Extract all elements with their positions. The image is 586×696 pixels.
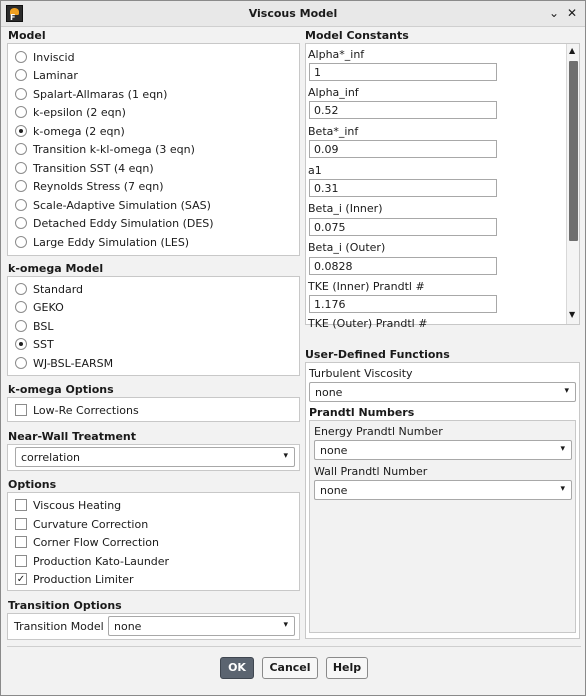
radio-wj-bsl-earsm[interactable]: WJ-BSL-EARSM	[15, 355, 113, 371]
model-panel	[7, 43, 300, 256]
radio-indicator	[15, 69, 27, 81]
cancel-button[interactable]: Cancel	[262, 657, 318, 679]
scroll-up-icon[interactable]: ▲	[569, 46, 576, 55]
chevron-down-icon: ▾	[564, 386, 569, 396]
chevron-down-icon: ▾	[560, 484, 565, 494]
radio-indicator	[15, 320, 27, 332]
model-constants-group-title: Model Constants	[305, 29, 409, 42]
checkbox-box	[15, 499, 27, 511]
tke-inner-prandtl-input[interactable]: 1.176	[309, 295, 497, 313]
turbulent-viscosity-select[interactable]: none ▾	[309, 382, 576, 402]
radio-geko[interactable]: GEKO	[15, 299, 64, 315]
constant-label: Alpha*_inf	[308, 48, 365, 61]
radio-spalart-allmaras[interactable]: Spalart-Allmaras (1 eqn)	[15, 86, 167, 102]
radio-indicator	[15, 180, 27, 192]
window-title: Viscous Model	[248, 7, 338, 20]
minimize-button[interactable]	[546, 5, 562, 21]
scrollbar-thumb[interactable]	[569, 61, 578, 241]
radio-indicator	[15, 143, 27, 155]
check-icon: ✓	[16, 574, 26, 585]
production-kato-launder-checkbox[interactable]: Production Kato-Launder	[15, 553, 169, 569]
radio-standard[interactable]: Standard	[15, 281, 83, 297]
title-bar	[1, 1, 585, 27]
radio-indicator-selected	[15, 125, 27, 137]
turbulent-viscosity-label: Turbulent Viscosity	[309, 367, 413, 380]
energy-prandtl-select[interactable]: none ▾	[314, 440, 572, 460]
close-icon: ✕	[566, 6, 578, 20]
near-wall-select[interactable]: correlation ▾	[15, 447, 295, 467]
transition-options-panel	[7, 613, 300, 640]
radio-reynolds-stress[interactable]: Reynolds Stress (7 eqn)	[15, 178, 164, 194]
constant-label: Beta_i (Inner)	[308, 202, 383, 215]
radio-des[interactable]: Detached Eddy Simulation (DES)	[15, 215, 214, 231]
radio-les[interactable]: Large Eddy Simulation (LES)	[15, 234, 189, 250]
checkbox-box	[15, 555, 27, 567]
chevron-down-icon: ⌄	[548, 6, 560, 20]
alpha-star-inf-input[interactable]: 1	[309, 63, 497, 81]
beta-i-inner-input[interactable]: 0.075	[309, 218, 497, 236]
button-divider	[7, 646, 581, 647]
constant-label-cutoff: TKE (Outer) Prandtl #	[308, 317, 428, 330]
komega-model-panel	[7, 276, 300, 376]
constant-label: a1	[308, 164, 322, 177]
transition-model-select[interactable]: none ▾	[108, 616, 295, 636]
scroll-down-icon[interactable]: ▼	[569, 310, 576, 319]
fluent-app-icon: F	[6, 5, 23, 22]
close-button[interactable]	[564, 5, 580, 21]
radio-indicator	[15, 162, 27, 174]
production-limiter-checkbox[interactable]: ✓ Production Limiter	[16, 572, 134, 586]
a1-input[interactable]: 0.31	[309, 179, 497, 197]
udf-panel	[305, 362, 580, 639]
curvature-correction-checkbox[interactable]: Curvature Correction	[15, 516, 148, 532]
transition-options-group-title: Transition Options	[8, 599, 122, 612]
options-panel	[7, 492, 300, 591]
radio-indicator	[15, 236, 27, 248]
chevron-down-icon: ▾	[283, 451, 288, 461]
transition-model-label: Transition Model	[14, 620, 104, 633]
radio-sst[interactable]: SST	[15, 336, 54, 352]
radio-sas[interactable]: Scale-Adaptive Simulation (SAS)	[15, 197, 211, 213]
radio-indicator	[15, 217, 27, 229]
radio-transition-k-kl-omega[interactable]: Transition k-kl-omega (3 eqn)	[15, 141, 195, 157]
constant-label: TKE (Inner) Prandtl #	[308, 280, 425, 293]
radio-transition-sst[interactable]: Transition SST (4 eqn)	[15, 160, 154, 176]
radio-bsl[interactable]: BSL	[15, 318, 53, 334]
options-group-title: Options	[8, 478, 57, 491]
radio-laminar[interactable]: Laminar	[15, 67, 78, 83]
radio-k-epsilon[interactable]: k-epsilon (2 eqn)	[15, 104, 126, 120]
model-group-title: Model	[8, 29, 46, 42]
udf-group-title: User-Defined Functions	[305, 348, 450, 361]
beta-i-outer-input[interactable]: 0.0828	[309, 257, 497, 275]
checkbox-box	[15, 518, 27, 530]
radio-inviscid[interactable]: Inviscid	[15, 49, 75, 65]
prandtl-numbers-title: Prandtl Numbers	[309, 406, 415, 419]
prandtl-numbers-panel	[309, 420, 576, 633]
constant-label: Alpha_inf	[308, 86, 359, 99]
constants-scrollbar[interactable]	[566, 44, 579, 324]
alpha-inf-input[interactable]: 0.52	[309, 101, 497, 119]
radio-k-omega[interactable]: k-omega (2 eqn)	[15, 123, 125, 139]
radio-indicator	[15, 51, 27, 63]
radio-indicator-selected	[15, 338, 27, 350]
komega-options-group-title: k-omega Options	[8, 383, 114, 396]
near-wall-panel	[7, 444, 300, 471]
radio-indicator	[15, 88, 27, 100]
checkbox-box	[15, 536, 27, 548]
radio-indicator	[15, 357, 27, 369]
help-button[interactable]: Help	[326, 657, 368, 679]
checkbox-box	[15, 404, 27, 416]
radio-indicator	[15, 199, 27, 211]
ok-button[interactable]: OK	[220, 657, 254, 679]
viscous-heating-checkbox[interactable]: Viscous Heating	[15, 497, 121, 513]
constant-label: Beta*_inf	[308, 125, 359, 138]
chevron-down-icon: ▾	[560, 444, 565, 454]
radio-indicator	[15, 106, 27, 118]
energy-prandtl-label: Energy Prandtl Number	[314, 425, 443, 438]
komega-model-group-title: k-omega Model	[8, 262, 104, 275]
radio-indicator	[15, 301, 27, 313]
corner-flow-correction-checkbox[interactable]: Corner Flow Correction	[15, 534, 159, 550]
komega-options-panel	[7, 397, 300, 422]
radio-indicator	[15, 283, 27, 295]
wall-prandtl-select[interactable]: none ▾	[314, 480, 572, 500]
near-wall-group-title: Near-Wall Treatment	[8, 430, 136, 443]
beta-star-inf-input[interactable]: 0.09	[309, 140, 497, 158]
wall-prandtl-label: Wall Prandtl Number	[314, 465, 428, 478]
chevron-down-icon: ▾	[283, 620, 288, 630]
low-re-corrections-checkbox[interactable]: Low-Re Corrections	[15, 402, 139, 418]
constant-label: Beta_i (Outer)	[308, 241, 386, 254]
